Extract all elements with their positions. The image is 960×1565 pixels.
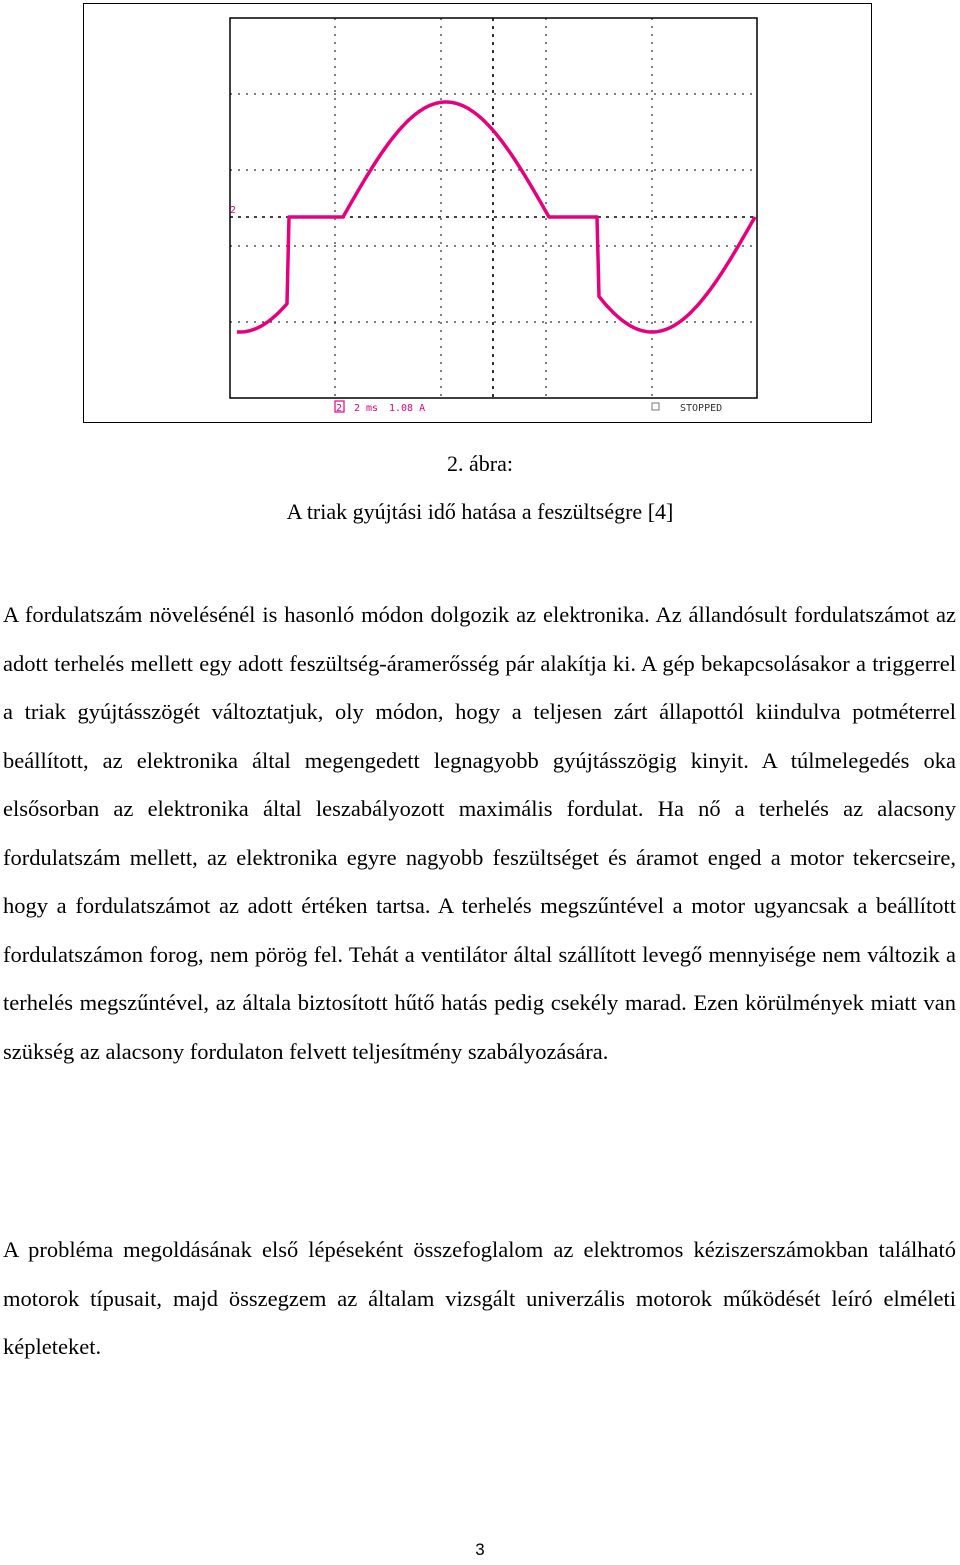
scope-grid bbox=[230, 18, 757, 398]
run-state-icon bbox=[652, 403, 659, 410]
page-number: 3 bbox=[475, 1540, 485, 1559]
channel-marker: 2 bbox=[230, 205, 237, 216]
timebase-readout: 2 ms bbox=[354, 403, 379, 414]
trigger-level-readout: 1.08 A bbox=[389, 403, 426, 414]
oscilloscope-screenshot bbox=[84, 4, 873, 424]
body-paragraph: A probléma megoldásának első lépéseként összefoglalom az elektromos kéziszerszámokban található motorok típusait, majd összegzem az általam vizsgált univerzális motorok működését leíró elméleti képleteket. bbox=[3, 1237, 956, 1359]
figure-caption-number: 2. ábra: bbox=[447, 451, 513, 476]
trigger-marker: 2 bbox=[336, 403, 343, 414]
body-paragraph: A fordulatszám növelésénél is hasonló módon dolgozik az elektronika. Az állandósult fordulatszámot az adott terhelés mellett egy adott feszültség-áramerősség pár alakítja ki. A gép bekapcsolásakor a triggerrel a triak gyújtásszögét változtatjuk, oly módon, hogy a teljesen zárt állapottól kiindulva potméterrel beállított, az elektronika által megengedett legnagyobb gyújtásszögig kinyit. A túlmelegedés oka elsősorban az elektronika által leszabályozott maximális fordulat. Ha nő a terhelés az alacsony fordulatszám mellett, az elektronika egyre nagyobb feszültséget és áramot enged a motor tekercseire, hogy a fordulatszámot az adott értéken tartsa. A terhelés megszűntével a motor ugyancsak a beállított fordulatszámon forog, nem pörög fel. Tehát a ventilátor által szállított levegő mennyisége nem változik a terhelés megszűntével, az általa biztosított hűtő hatás pedig csekély marad. Ezen körülmények miatt van szükség az alacsony fordulaton felvett teljesítmény szabályozására. bbox=[3, 602, 956, 1064]
figure-frame bbox=[83, 3, 872, 423]
figure-caption-title: A triak gyújtási idő hatása a feszültségre [4] bbox=[286, 499, 674, 524]
stopped-label: STOPPED bbox=[680, 403, 723, 414]
